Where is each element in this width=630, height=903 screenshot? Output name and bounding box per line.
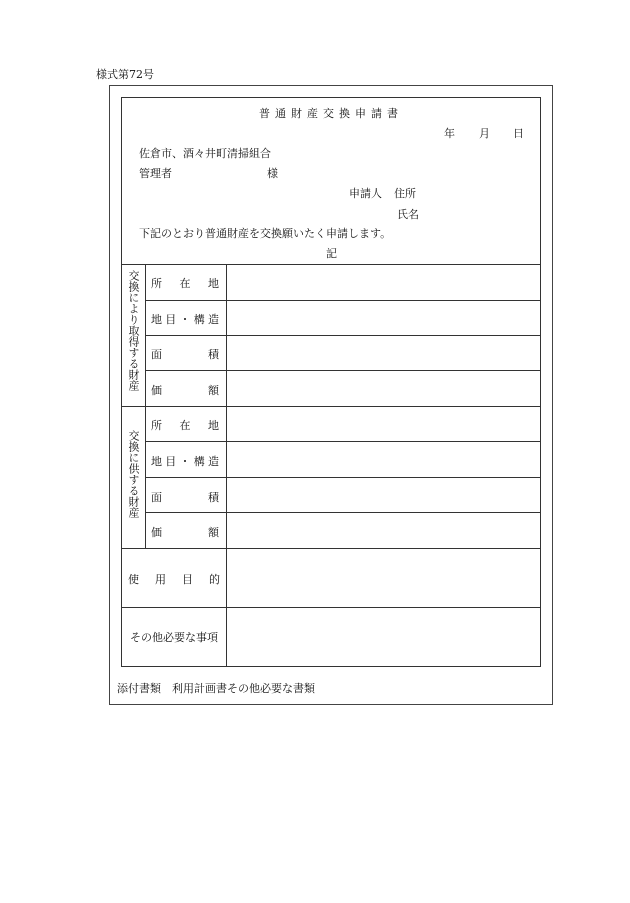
provide-area-field[interactable] bbox=[227, 478, 540, 511]
date-year-label: 年 bbox=[444, 127, 455, 140]
provide-area-label bbox=[151, 489, 219, 505]
attachments-note: 添付書類 利用計画書その他必要な書類 bbox=[117, 682, 315, 695]
label-char: 目 bbox=[182, 573, 193, 586]
provide-price-field[interactable] bbox=[227, 513, 540, 547]
label-char: 目 bbox=[165, 455, 177, 468]
label-char: 額 bbox=[208, 526, 219, 539]
label-char: 的 bbox=[209, 573, 220, 586]
label-char: 構 bbox=[193, 313, 205, 326]
addressee-org: 佐倉市、酒々井町清掃組合 bbox=[139, 147, 271, 160]
label-char: 地 bbox=[208, 277, 219, 290]
label-char: 構 bbox=[193, 455, 205, 468]
provide-landtype-label bbox=[151, 453, 219, 469]
label-char: 地 bbox=[151, 313, 162, 326]
section-provide-heading: 交換に供する財産 bbox=[127, 430, 140, 518]
acquire-location-field[interactable] bbox=[227, 265, 540, 299]
label-char: 面 bbox=[151, 491, 162, 504]
label-char: 面 bbox=[151, 348, 162, 361]
other-label: その他必要な事項 bbox=[130, 631, 218, 644]
addressee-sama: 様 bbox=[267, 167, 278, 180]
grid-line bbox=[145, 264, 146, 548]
provide-location-label bbox=[151, 417, 219, 433]
applicant-address-label: 住所 bbox=[394, 187, 416, 200]
label-char: 積 bbox=[208, 491, 219, 504]
label-char: 所 bbox=[151, 277, 162, 290]
label-char: 用 bbox=[155, 573, 166, 586]
section-acquire-heading: 交換により取得する財産 bbox=[127, 270, 140, 391]
label-char: 在 bbox=[179, 419, 191, 432]
statement: 下記のとおり普通財産を交換願いたく申請します。 bbox=[139, 227, 392, 240]
label-char: 所 bbox=[151, 419, 162, 432]
label-char: 価 bbox=[151, 384, 162, 397]
date-month-label: 月 bbox=[479, 127, 490, 140]
applicant-label: 申請人 bbox=[349, 187, 382, 200]
label-char: 地 bbox=[151, 455, 162, 468]
applicant-name-label: 氏名 bbox=[397, 208, 419, 221]
acquire-landtype-label bbox=[151, 311, 219, 327]
label-char: 在 bbox=[179, 277, 191, 290]
date-day-label: 日 bbox=[513, 127, 524, 140]
acquire-location-label bbox=[151, 275, 219, 291]
acquire-price-field[interactable] bbox=[227, 371, 540, 405]
provide-price-label bbox=[151, 524, 219, 540]
label-char: ・ bbox=[179, 455, 191, 468]
label-char: 地 bbox=[208, 419, 219, 432]
form-number: 様式第72号 bbox=[96, 68, 154, 81]
provide-landtype-field[interactable] bbox=[227, 442, 540, 476]
acquire-area-label bbox=[151, 346, 219, 362]
acquire-area-field[interactable] bbox=[227, 336, 540, 369]
acquire-price-label bbox=[151, 382, 219, 398]
label-char: 使 bbox=[128, 573, 139, 586]
label-char: 目 bbox=[165, 313, 177, 326]
label-char: 額 bbox=[208, 384, 219, 397]
form-title: 普通財産交換申請書 bbox=[259, 107, 403, 120]
label-char: ・ bbox=[179, 313, 191, 326]
purpose-label bbox=[128, 571, 220, 587]
label-char: 価 bbox=[151, 526, 162, 539]
other-field[interactable] bbox=[227, 608, 540, 666]
label-char: 積 bbox=[208, 348, 219, 361]
addressee-manager: 管理者 bbox=[139, 167, 172, 180]
provide-location-field[interactable] bbox=[227, 407, 540, 440]
purpose-field[interactable] bbox=[227, 549, 540, 606]
ki-label: 記 bbox=[326, 247, 337, 260]
label-char: 造 bbox=[208, 313, 219, 326]
label-char: 造 bbox=[208, 455, 219, 468]
acquire-landtype-field[interactable] bbox=[227, 301, 540, 334]
